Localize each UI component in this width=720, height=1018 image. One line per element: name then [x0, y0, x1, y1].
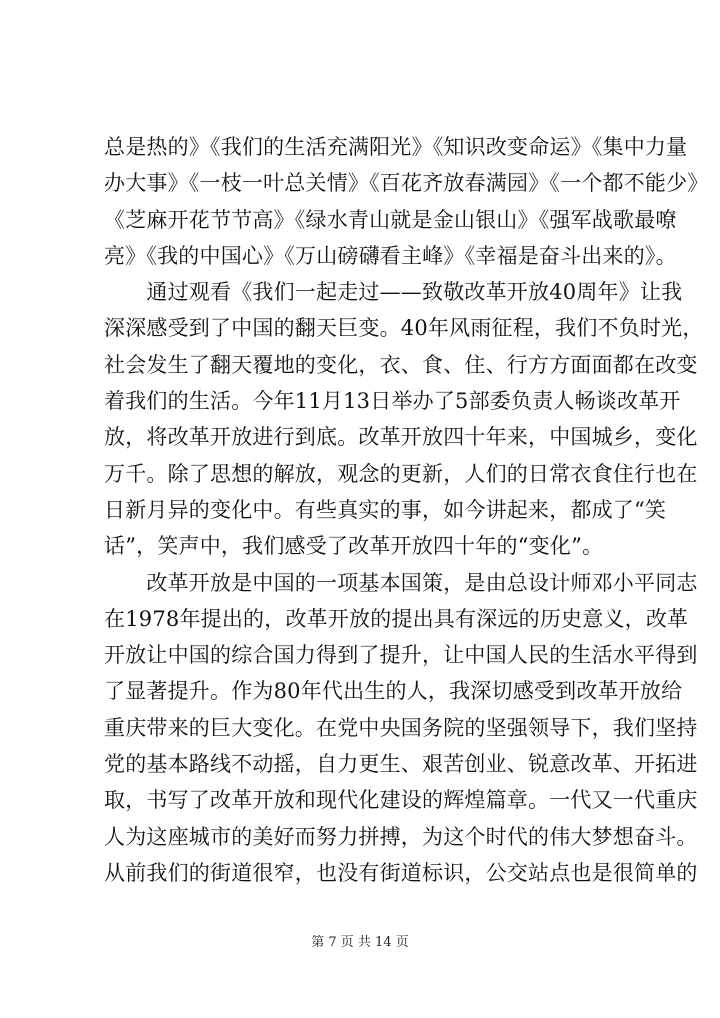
text-line: 开放让中国的综合国力得到了提升，让中国人民的生活水平得到 [104, 643, 698, 668]
text-line: 人为这座城市的美好而努力拼搏，为这个时代的伟大梦想奋斗。 [104, 824, 698, 849]
text-line: 着我们的生活。今年11月13日举办了5部委负责人畅谈改革开 [104, 389, 681, 414]
text-line: 亮》《我的中国心》《万山磅礴看主峰》《幸福是奋斗出来的》。 [104, 243, 677, 268]
text-line: 从前我们的街道很窄，也没有街道标识，公交站点也是很简单的 [104, 860, 698, 885]
text-line: 万千。除了思想的解放，观念的更新，人们的日常衣食住行也在 [104, 461, 698, 486]
text-line: 话”，笑声中，我们感受了改革开放四十年的“变化”。 [104, 534, 604, 559]
body-text [104, 129, 709, 891]
text-line: 通过观看《我们一起走过——致敬改革开放40周年》让我 [104, 280, 683, 305]
text-line: 在1978年提出的，改革开放的提出具有深远的历史意义，改革 [104, 606, 689, 631]
text-line: 社会发生了翻天覆地的变化，衣、食、住、行方方面面都在改变 [104, 352, 698, 377]
text-line: 《芝麻开花节节高》《绿水青山就是金山银山》《强军战歌最嘹 [104, 207, 677, 232]
text-line: 改革开放是中国的一项基本国策，是由总设计师邓小平同志 [104, 570, 698, 595]
text-line: 党的基本路线不动摇，自力更生、艰苦创业、锐意改革、开拓进 [104, 752, 698, 777]
text-line: 办大事》《一枝一叶总关情》《百花齐放春满园》《一个都不能少》 [104, 171, 709, 196]
text-line: 日新月异的变化中。有些真实的事，如今讲起来，都成了“笑 [104, 497, 667, 522]
text-line: 深深感受到了中国的翻天巨变。40年风雨征程，我们不负时光， [104, 316, 704, 341]
text-line: 了显著提升。作为80年代出生的人，我深切感受到改革开放给 [104, 679, 683, 704]
page-footer: 第 7 页 共 14 页 [311, 935, 409, 950]
text-line: 取，书写了改革开放和现代化建设的辉煌篇章。一代又一代重庆 [104, 788, 698, 813]
text-line: 重庆带来的巨大变化。在党中央国务院的坚强领导下，我们坚持 [104, 715, 698, 740]
text-line: 总是热的》《我们的生活充满阳光》《知识改变命运》《集中力量 [104, 135, 688, 159]
text-line: 放，将改革开放进行到底。改革开放四十年来，中国城乡，变化 [104, 425, 698, 450]
